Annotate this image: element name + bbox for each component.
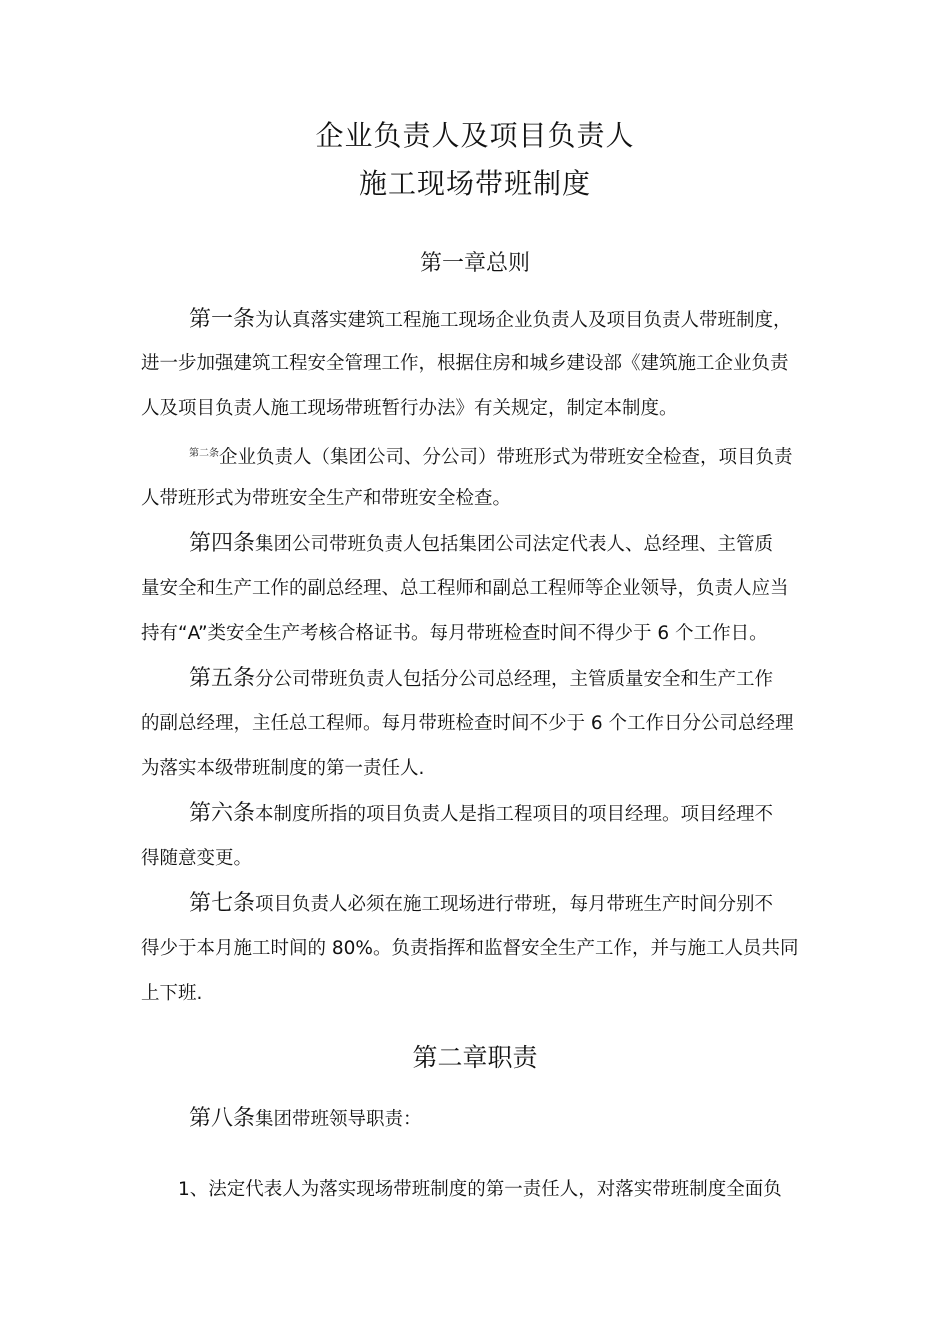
article-2-first-line [189, 440, 793, 472]
article-6-first-line [189, 800, 773, 829]
article-5-text-1: 分公司带班负责人包括分公司总经理，主管质量安全和生产工作 [255, 669, 774, 690]
chapter-1-heading: 第一章总则 [419, 251, 530, 276]
article-5-text-2: 的副总经理，主任总工程师。每月带班检查时间不少于 6 个工作日分公司总经理 [141, 713, 794, 734]
article-8-text-1: 集团带班领导职责： [255, 1109, 422, 1130]
article-1-text-1: 为认真落实建筑工程施工现场企业负责人及项目负责人带班制度， [255, 310, 792, 331]
article-4-first-line [189, 530, 773, 559]
article-1-first-line [189, 306, 792, 335]
article-5-first-line [189, 665, 773, 694]
article-8-label: 第八条 [189, 1106, 256, 1131]
article-7-label: 第七条 [189, 891, 256, 916]
article-1-label: 第一条 [189, 307, 256, 332]
article-2-text-1: 企业负责人（集团公司、分公司）带班形式为带班安全检查，项目负责 [219, 447, 793, 468]
article-8-first-line [189, 1105, 422, 1134]
article-6-text-2: 得随意变更。 [141, 848, 253, 869]
item-1-text-1: 1、法定代表人为落实现场带班制度的第一责任人，对落实带班制度全面负 [178, 1179, 782, 1200]
article-5-text-3: 为落实本级带班制度的第一责任人. [141, 758, 425, 779]
article-6-text-1: 本制度所指的项目负责人是指工程项目的项目经理。项目经理不 [255, 804, 774, 825]
article-4-text-1: 集团公司带班负责人包括集团公司法定代表人、总经理、主管质 [255, 534, 774, 555]
article-7-text-2: 得少于本月施工时间的 80%。负责指挥和监督安全生产工作，并与施工人员共同 [141, 938, 799, 959]
article-1-text-2: 进一步加强建筑工程安全管理工作，根据住房和城乡建设部《建筑施工企业负责 [141, 353, 789, 374]
article-1-text-3: 人及项目负责人施工现场带班暂行办法》有关规定，制定本制度。 [141, 398, 678, 419]
article-4-text-2: 量安全和生产工作的副总经理、总工程师和副总工程师等企业领导，负责人应当 [141, 578, 789, 599]
article-4-label: 第四条 [189, 531, 256, 556]
chapter-2-heading: 第二章职责 [412, 1043, 538, 1072]
article-7-first-line [189, 890, 773, 919]
article-6-label: 第六条 [189, 801, 256, 826]
article-7-text-1: 项目负责人必须在施工现场进行带班，每月带班生产时间分别不 [255, 894, 774, 915]
article-5-label: 第五条 [189, 666, 256, 691]
document-title-line-1: 企业负责人及项目负责人 [315, 119, 635, 152]
article-7-text-3: 上下班. [141, 983, 203, 1004]
document-title-line-2: 施工现场带班制度 [358, 167, 591, 200]
article-2-text-2: 人带班形式为带班安全生产和带班安全检查。 [141, 488, 512, 509]
article-4-text-3: 持有“A”类安全生产考核合格证书。每月带班检查时间不得少于 6 个工作日。 [141, 623, 768, 644]
article-2-label: 第二条 [189, 448, 219, 459]
